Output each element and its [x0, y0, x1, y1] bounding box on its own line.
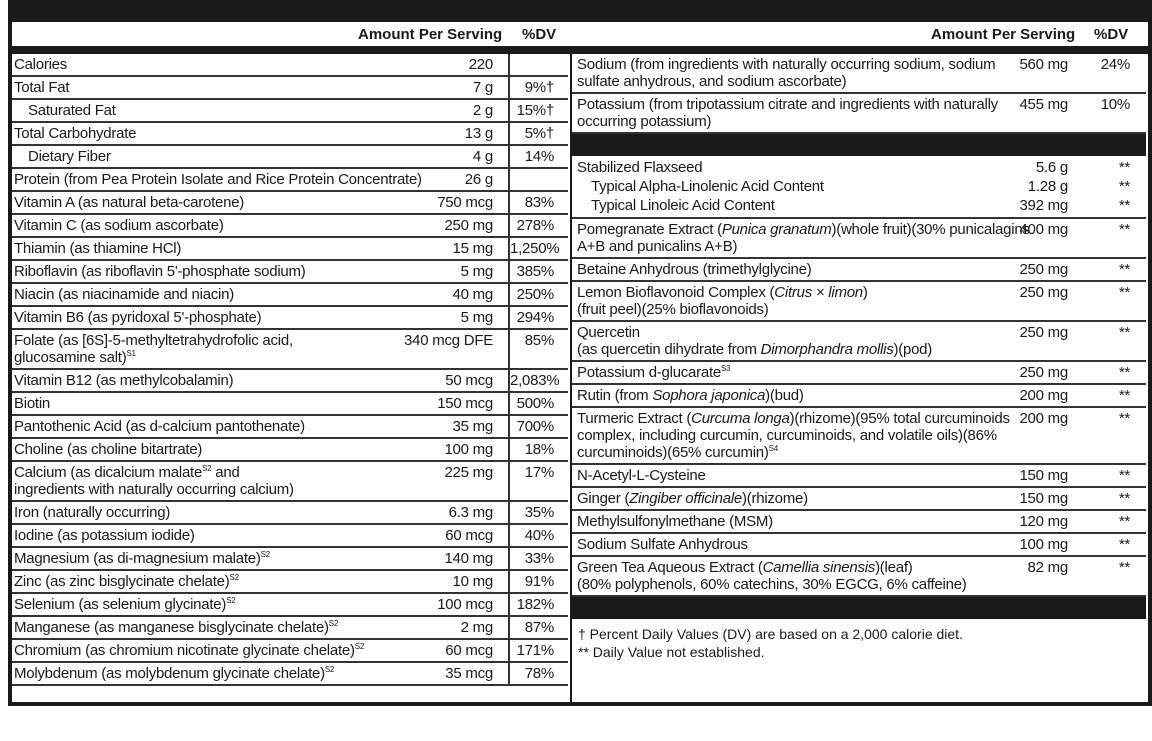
daily-value — [508, 54, 568, 75]
daily-value: 10% — [1100, 96, 1130, 113]
daily-value: 78% — [508, 663, 568, 684]
daily-value: 700% — [508, 416, 568, 437]
amount-per-serving: 100 mcg — [437, 596, 493, 613]
daily-value: ** — [1118, 410, 1130, 427]
nutrient-row — [572, 54, 1146, 94]
left-nutrient-column — [12, 54, 568, 686]
name-text: Zinc (as zinc bisglycinate chelate) — [14, 573, 230, 590]
nutrient-row — [572, 322, 1146, 362]
footnote-ref: S2 — [260, 550, 270, 559]
nutrient-row — [12, 123, 568, 146]
amount-per-serving: 60 mcg — [445, 527, 493, 544]
name-text: Vitamin B12 (as methylcobalamin) — [14, 372, 234, 389]
daily-value — [508, 169, 568, 190]
nutrient-row — [572, 488, 1146, 511]
nutrient-row — [12, 238, 568, 261]
name-text: and — [211, 464, 240, 481]
nutrient-name: Typical Alpha-Linolenic Acid Content — [591, 178, 824, 195]
footnote-ref: S2 — [328, 619, 339, 628]
amount-per-serving: 10 mg — [452, 573, 493, 590]
daily-value: 85% — [508, 330, 568, 368]
name-text: Selenium (as selenium glycinate) — [14, 596, 227, 613]
nutrient-row — [12, 640, 568, 663]
amount-per-serving: 340 mcg DFE — [404, 332, 493, 349]
name-text: (80% polyphenols, 60% catechins, 30% EGCG, 6% caffeine) — [577, 576, 967, 593]
amount-per-serving: 15 mg — [452, 240, 493, 257]
nutrient-row — [12, 548, 568, 571]
nutrient-row — [572, 511, 1146, 534]
daily-value: 385% — [508, 261, 568, 282]
amount-per-serving: 6.3 mg — [448, 504, 493, 521]
name-text: Iron (naturally occurring) — [14, 504, 171, 521]
amount-per-serving: 40 mg — [452, 286, 493, 303]
amount-per-serving: 200 mg — [1019, 387, 1068, 404]
name-text: Molybdenum (as molybdenum glycinate chelate) — [14, 665, 325, 682]
daily-value: ** — [1118, 513, 1130, 530]
nutrient-row — [12, 54, 568, 77]
amount-per-serving: 220 — [468, 56, 493, 73]
daily-value: ** — [1118, 536, 1130, 553]
name-text: )(whole fruit)(30% punicalagins A+B and punicalins A+B) — [577, 221, 1030, 255]
nutrient-row — [12, 146, 568, 169]
footnote-double-asterisk: ** Daily Value not established. — [578, 644, 765, 660]
nutrient-row — [12, 617, 568, 640]
daily-value: ** — [1118, 159, 1130, 176]
name-text: Calcium (as dicalcium malate — [14, 464, 203, 481]
name-text: Folate (as [6S]-5-methyltetrahydrofolic acid, — [14, 332, 293, 349]
daily-value: 15%† — [508, 100, 568, 121]
name-text: Dietary Fiber — [28, 148, 111, 165]
daily-value: 33% — [508, 548, 568, 569]
nutrient-name: Stabilized Flaxseed — [577, 159, 703, 176]
footnote-ref: S4 — [768, 444, 778, 453]
name-text: Protein (from Pea Protein Isolate and Rice Protein Concentrate) — [14, 171, 422, 188]
nutrient-row — [572, 282, 1146, 322]
daily-value: 83% — [508, 192, 568, 213]
nutrient-row — [572, 408, 1146, 465]
name-text: N-Acetyl-L-Cysteine — [577, 467, 706, 484]
amount-per-serving: 2 mg — [460, 619, 493, 636]
nutrient-row — [572, 534, 1146, 557]
daily-value: ** — [1118, 284, 1130, 301]
nutrient-row — [12, 571, 568, 594]
daily-value: 35% — [508, 502, 568, 523]
name-text: Methylsulfonylmethane (MSM) — [577, 513, 773, 530]
name-text: Chromium (as chromium nicotinate glycinate chelate) — [14, 642, 355, 659]
name-text: Calories — [14, 56, 68, 73]
botanical-name: Citrus × limon — [774, 284, 863, 301]
daily-value: ** — [1118, 221, 1130, 238]
amount-per-serving: 250 mg — [1019, 324, 1068, 341]
nutrient-row — [12, 663, 568, 686]
name-text: Quercetin — [577, 324, 640, 341]
name-text: Green Tea Aqueous Extract ( — [577, 559, 763, 576]
amount-per-serving: 250 mg — [1019, 261, 1068, 278]
botanical-name: Zingiber officinale — [629, 490, 742, 507]
name-text: Lemon Bioflavonoid Complex ( — [577, 284, 775, 301]
daily-value: ** — [1118, 364, 1130, 381]
daily-value: ** — [1118, 467, 1130, 484]
name-text: Manganese (as manganese bisglycinate chelate) — [14, 619, 329, 636]
amount-per-serving: 560 mg — [1019, 56, 1068, 73]
name-text: Potassium (from tripotassium citrate and ingredients with naturally occurring potassium) — [577, 96, 998, 130]
daily-value: 5%† — [508, 123, 568, 144]
amount-per-serving: 7 g — [472, 79, 493, 96]
name-text: )(rhizome) — [742, 490, 808, 507]
name-text: )(pod) — [893, 341, 932, 358]
name-text: Turmeric Extract ( — [577, 410, 692, 427]
footnote-ref: S2 — [226, 596, 236, 605]
amount-per-serving: 35 mcg — [445, 665, 493, 682]
amount-per-serving: 13 g — [464, 125, 493, 142]
amount-per-serving: 5.6 g — [1035, 159, 1068, 176]
amount-per-serving: 1.28 g — [1027, 178, 1068, 195]
amount-per-serving: 140 mg — [444, 550, 493, 567]
amount-per-serving-header-right: Amount Per Serving — [931, 26, 1076, 43]
daily-value: 91% — [508, 571, 568, 592]
nutrient-row — [12, 261, 568, 284]
name-text: Vitamin A (as natural beta-carotene) — [14, 194, 245, 211]
daily-value: 2,083% — [508, 370, 568, 391]
amount-per-serving: 82 mg — [1027, 559, 1068, 576]
dv-header: %DV — [522, 26, 557, 43]
amount-per-serving: 4 g — [472, 148, 493, 165]
daily-value: 9%† — [508, 77, 568, 98]
footnote-dagger: † Percent Daily Values (DV) are based on a 2,000 calorie diet. — [578, 626, 963, 642]
nutrient-row — [12, 215, 568, 238]
amount-per-serving: 100 mg — [1019, 536, 1068, 553]
amount-per-serving: 150 mcg — [437, 395, 493, 412]
nutrient-row — [12, 100, 568, 123]
daily-value: 1,250% — [508, 238, 568, 259]
footnote-ref: S3 — [721, 364, 731, 373]
daily-value: 40% — [508, 525, 568, 546]
dv-header-right: %DV — [1094, 26, 1129, 43]
daily-value: ** — [1118, 324, 1130, 341]
name-text: )(rhizome)(95% total curcuminoids complex, including curcumin, curcuminoids, and volatile oils)(86% curcuminoids)(65% curcumin) — [577, 410, 1010, 461]
amount-per-serving: 200 mg — [1019, 410, 1068, 427]
amount-per-serving: 750 mcg — [437, 194, 493, 211]
daily-value: 278% — [508, 215, 568, 236]
amount-per-serving: 100 mg — [444, 441, 493, 458]
footnote-ref: S2 — [202, 464, 212, 473]
nutrient-row — [12, 439, 568, 462]
section-divider-bar — [572, 134, 1146, 156]
amount-per-serving: 250 mg — [444, 217, 493, 234]
amount-per-serving: 150 mg — [1019, 467, 1068, 484]
amount-per-serving: 225 mg — [444, 464, 493, 481]
name-text: Pomegranate Extract ( — [577, 221, 722, 238]
footnote-divider-bar — [572, 597, 1146, 619]
daily-value: 18% — [508, 439, 568, 460]
footnote-ref: S2 — [354, 642, 365, 651]
daily-value: 500% — [508, 393, 568, 414]
daily-value: 294% — [508, 307, 568, 328]
name-text: Betaine Anhydrous (trimethylglycine) — [577, 261, 812, 278]
amount-per-serving: 50 mcg — [445, 372, 493, 389]
amount-per-serving: 120 mg — [1019, 513, 1068, 530]
nutrient-row — [572, 465, 1146, 488]
name-text: Choline (as choline bitartrate) — [14, 441, 203, 458]
daily-value: ** — [1118, 261, 1130, 278]
right-nutrient-column — [570, 54, 1146, 702]
nutrient-row — [572, 557, 1146, 597]
name-text: ingredients with naturally occurring calcium) — [14, 481, 294, 498]
nutrient-row — [12, 284, 568, 307]
nutrient-row — [12, 77, 568, 100]
name-text: glucosamine salt) — [14, 349, 127, 366]
name-text: Biotin — [14, 395, 51, 412]
nutrient-row — [12, 169, 568, 192]
daily-value: 171% — [508, 640, 568, 661]
name-text: Ginger ( — [577, 490, 630, 507]
daily-value: ** — [1118, 197, 1130, 214]
name-text: Thiamin (as thiamine HCl) — [14, 240, 182, 257]
amount-per-serving: 5 mg — [460, 263, 493, 280]
name-text: Total Carbohydrate — [14, 125, 137, 142]
name-text: Vitamin B6 (as pyridoxal 5'-phosphate) — [14, 309, 262, 326]
daily-value: ** — [1118, 490, 1130, 507]
daily-value: 250% — [508, 284, 568, 305]
amount-per-serving: 2 g — [472, 102, 493, 119]
amount-per-serving: 150 mg — [1019, 490, 1068, 507]
nutrient-row — [12, 370, 568, 393]
nutrient-row — [12, 393, 568, 416]
botanical-name: Sophora japonica — [652, 387, 766, 404]
nutrient-row — [12, 502, 568, 525]
botanical-name: Punica granatum — [721, 221, 832, 238]
amount-per-serving: 60 mcg — [445, 642, 493, 659]
name-text: (fruit peel)(25% bioflavonoids) — [577, 301, 769, 318]
name-text: Riboflavin (as riboflavin 5'-phosphate sodium) — [14, 263, 306, 280]
daily-value: 182% — [508, 594, 568, 615]
thick-divider — [8, 46, 1152, 54]
nutrient-row — [572, 385, 1146, 408]
amount-per-serving: 35 mg — [452, 418, 493, 435]
amount-per-serving: 250 mg — [1019, 284, 1068, 301]
nutrient-row — [572, 259, 1146, 282]
name-text: )(leaf) — [875, 559, 913, 576]
nutrient-row — [12, 594, 568, 617]
name-text: Sodium Sulfate Anhydrous — [577, 536, 748, 553]
footnote-ref: S2 — [324, 665, 335, 674]
name-text: Niacin (as niacinamide and niacin) — [14, 286, 234, 303]
amount-per-serving: 26 g — [464, 171, 493, 188]
amount-per-serving: 5 mg — [460, 309, 493, 326]
nutrient-row — [572, 362, 1146, 385]
name-text: Iodine (as potassium iodide) — [14, 527, 195, 544]
name-text: Rutin (from — [577, 387, 653, 404]
daily-value: 24% — [1100, 56, 1130, 73]
nutrient-row — [12, 192, 568, 215]
daily-value: ** — [1118, 387, 1130, 404]
name-text: ) — [862, 284, 868, 301]
footnotes — [572, 619, 1146, 667]
nutrient-row — [12, 307, 568, 330]
botanical-name: Camellia sinensis — [762, 559, 876, 576]
daily-value: 14% — [508, 146, 568, 167]
flax-line — [572, 158, 1146, 177]
flax-line — [572, 177, 1146, 196]
footnote-ref: S2 — [229, 573, 239, 582]
amount-per-serving: 250 mg — [1019, 364, 1068, 381]
nutrient-row — [12, 416, 568, 439]
amount-per-serving: 455 mg — [1019, 96, 1068, 113]
daily-value: ** — [1118, 559, 1130, 576]
nutrient-row — [12, 462, 568, 502]
nutrient-row — [572, 219, 1146, 259]
amount-per-serving: 400 mg — [1019, 221, 1068, 238]
nutrient-row — [12, 330, 568, 370]
botanical-name: Dimorphandra mollis — [760, 341, 894, 358]
daily-value: ** — [1118, 178, 1130, 195]
daily-value: 87% — [508, 617, 568, 638]
name-text: Potassium d-glucarate — [577, 364, 721, 381]
name-text: Magnesium (as di-magnesium malate) — [14, 550, 261, 567]
name-text: Sodium (from ingredients with naturally occurring sodium, sodium sulfate anhydrous, and sodium ascorbate) — [577, 56, 996, 90]
footnote-ref: S1 — [126, 349, 136, 358]
nutrient-name: Typical Linoleic Acid Content — [591, 197, 775, 214]
amount-per-serving: 392 mg — [1019, 197, 1068, 214]
daily-value: 17% — [508, 462, 568, 500]
name-text: (as quercetin dihydrate from — [577, 341, 761, 358]
flaxseed-group — [572, 156, 1146, 219]
name-text: Vitamin C (as sodium ascorbate) — [14, 217, 224, 234]
name-text: Total Fat — [14, 79, 70, 96]
name-text: Saturated Fat — [28, 102, 116, 119]
flax-line — [572, 196, 1146, 215]
amount-per-serving-header: Amount Per Serving — [358, 26, 503, 43]
name-text: )(bud) — [765, 387, 804, 404]
botanical-name: Curcuma longa — [691, 410, 790, 427]
nutrient-row — [572, 94, 1146, 134]
nutrient-row — [12, 525, 568, 548]
name-text: Pantothenic Acid (as d-calcium pantothenate) — [14, 418, 305, 435]
